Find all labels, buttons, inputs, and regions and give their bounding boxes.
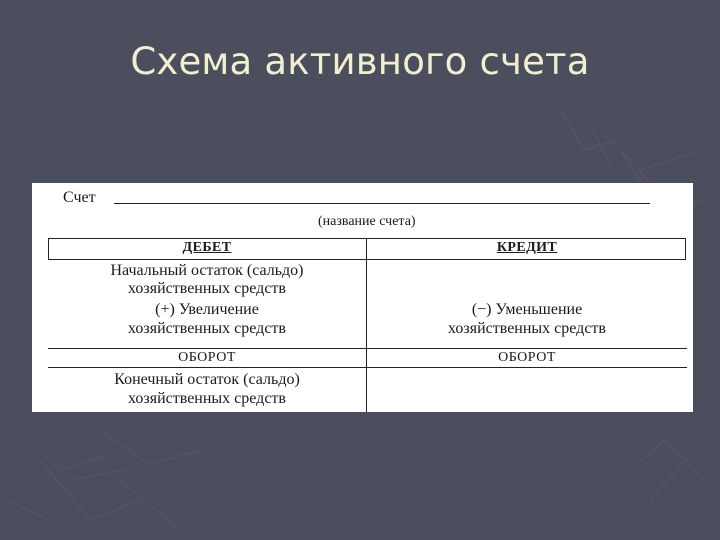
- debit-opening-balance-line1: Начальный остаток (сальдо): [110, 262, 304, 279]
- debit-increase-line1: (+) Увеличение: [155, 301, 259, 318]
- t-account-table: [48, 238, 687, 412]
- credit-decrease-line2: хозяйственных средств: [448, 320, 606, 337]
- debit-turnover: ОБОРОТ: [178, 350, 236, 365]
- turnover-bottom-rule: [48, 367, 687, 368]
- account-name-line: [114, 203, 650, 204]
- slide-title: Схема активного счета: [130, 40, 590, 83]
- account-name-caption: (название счета): [318, 214, 416, 229]
- account-scheme-panel: [32, 183, 693, 412]
- credit-turnover: ОБОРОТ: [498, 350, 556, 365]
- debit-closing-balance-line2: хозяйственных средств: [128, 390, 286, 407]
- debit-header: ДЕБЕТ: [182, 240, 232, 255]
- center-divider: [366, 238, 367, 412]
- debit-closing-balance-line1: Конечный остаток (сальдо): [114, 371, 300, 388]
- credit-header: КРЕДИТ: [496, 240, 558, 255]
- credit-decrease-line1: (−) Уменьшение: [471, 301, 583, 318]
- account-label: Счет: [63, 189, 96, 206]
- debit-opening-balance-line2: хозяйственных средств: [128, 280, 286, 297]
- debit-increase-line2: хозяйственных средств: [128, 320, 286, 337]
